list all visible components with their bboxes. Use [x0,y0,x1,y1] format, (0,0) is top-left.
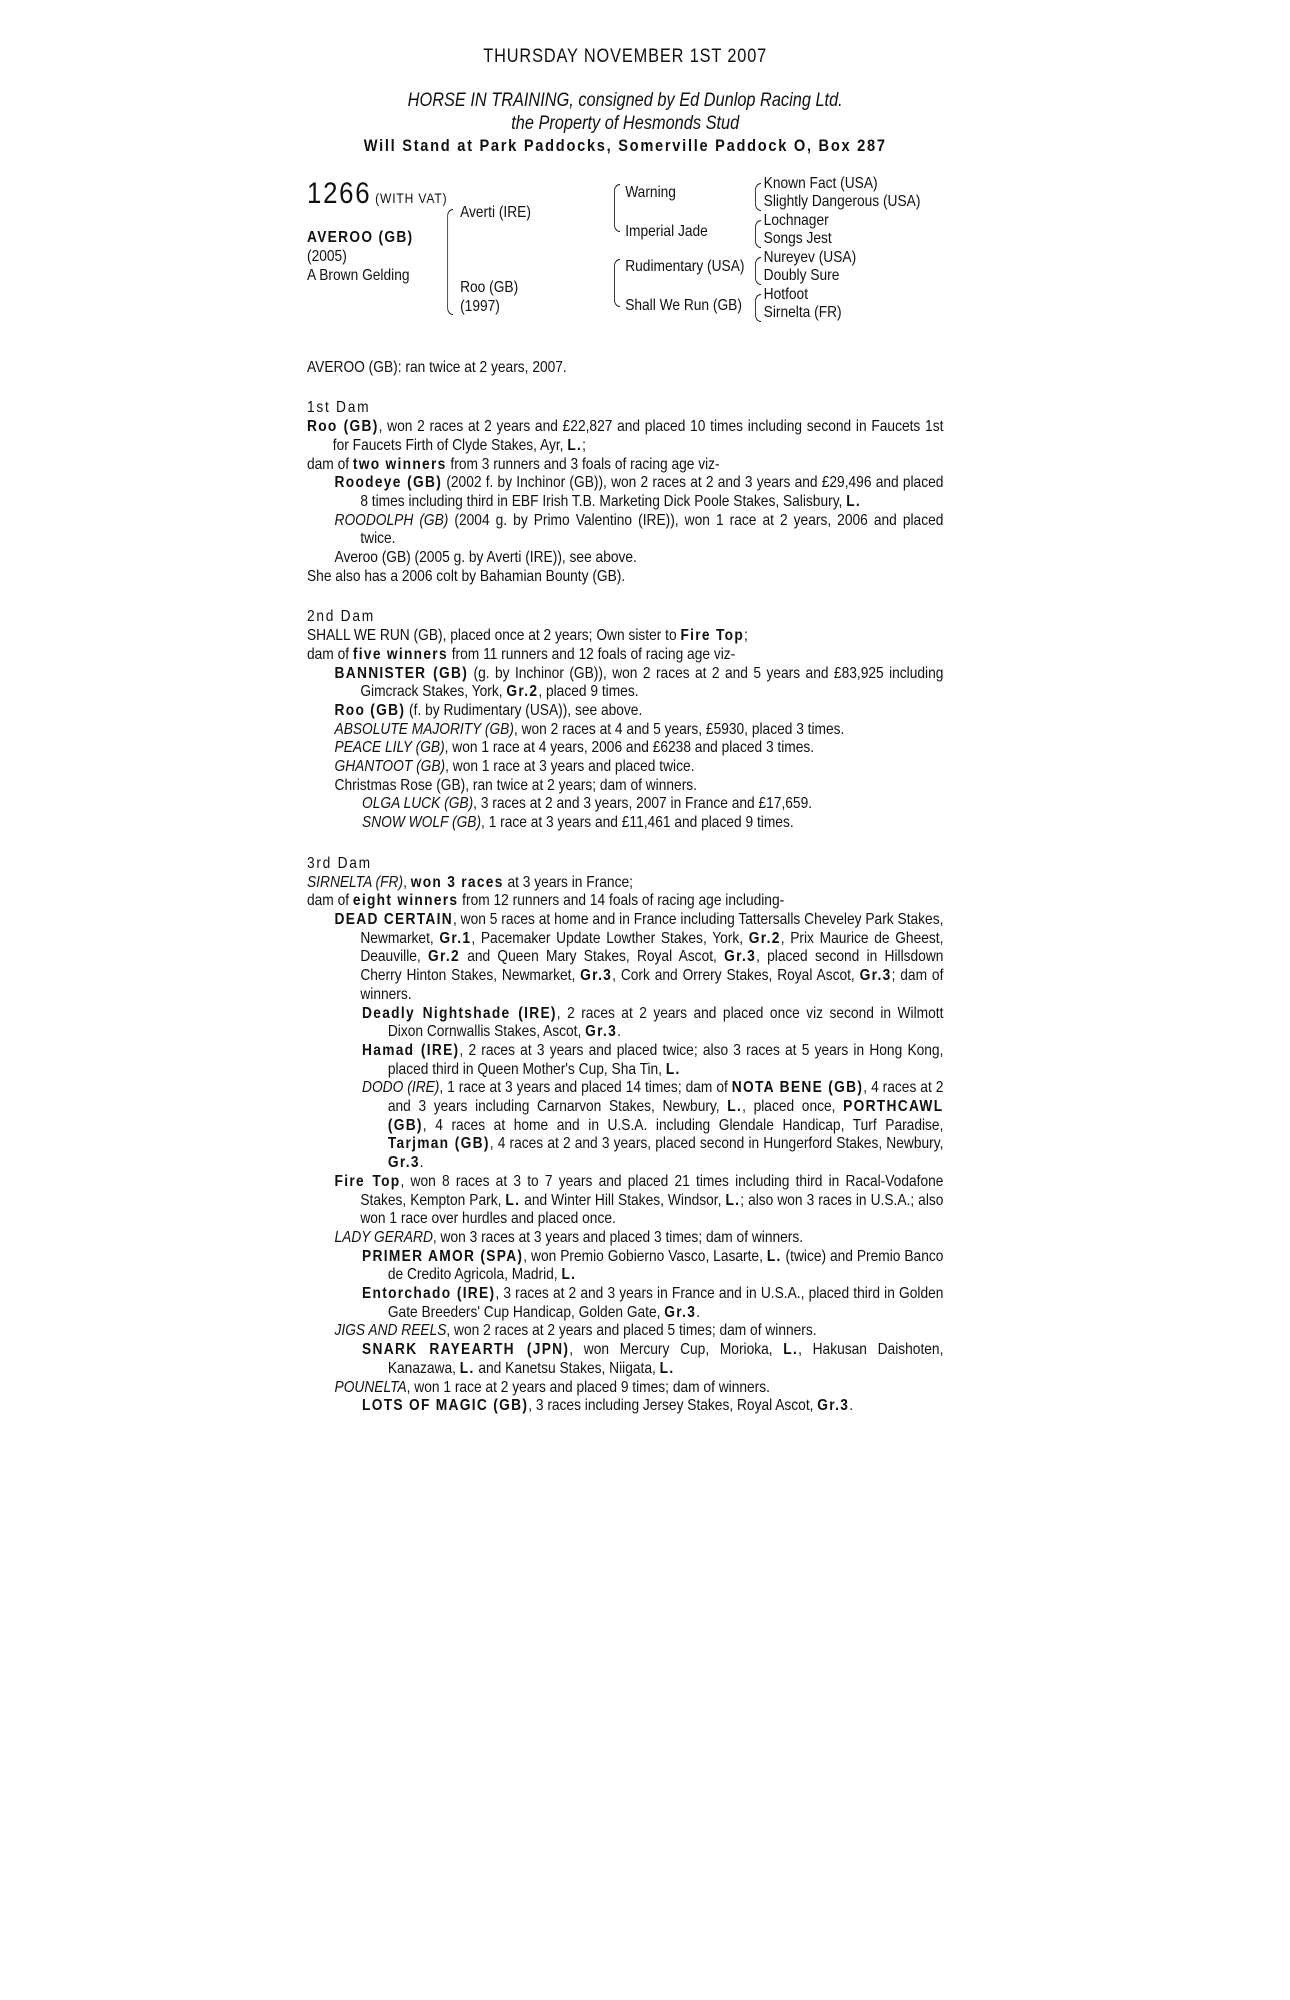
record-text: , won 1 race at 3 years and placed twice. [445,758,695,776]
horse-name: PEACE LILY (GB) [334,739,445,757]
brace-dd [755,294,761,322]
record-text: , won Mercury Cup, Morioka, [569,1341,784,1359]
horse-name: LADY GERARD [334,1228,433,1246]
horse-name: PRIMER AMOR (SPA) [362,1247,524,1265]
record-text: from 11 runners and 12 foals of racing age viz- [447,645,736,663]
horse-name: BANNISTER (GB) [334,664,469,682]
brace-sire [614,184,620,232]
record-text: , placed 9 times. [538,683,639,701]
produce-entry [307,1229,943,1248]
listed-mark: L. [783,1341,799,1359]
record-text: ; [744,627,748,645]
horse-name: DEAD CERTAIN [334,910,453,928]
sire-dam: Imperial Jade [625,222,708,240]
vat-label: (WITH VAT) [375,189,448,206]
record-text: , won 3 races at 3 years and placed 3 times; dam of winners. [432,1228,804,1246]
dam-sire: Rudimentary (USA) [625,257,745,275]
record-text: (g. by Inchinor (GB)), won 2 races at 2 and 5 years and £83,925 including Gimcrack Stakes, York, [360,664,944,701]
horse-name: OLGA LUCK (GB) [362,795,474,813]
record-text: , 3 races at 2 and 3 years in France and in U.S.A., placed third in Golden Gate Breeders' Cup Handicap, Golden Gate, [387,1285,944,1321]
group-mark: Gr.3 [387,1154,420,1172]
horse-name: Fire Top [680,627,745,645]
record-text: , Cork and Orrery Stakes, Royal Ascot, [612,967,860,985]
group-mark: Gr.2 [748,929,781,947]
horse-name: DODO (IRE) [362,1079,440,1097]
horse-name: Entorchado (IRE) [362,1285,496,1303]
first-dam-record [307,418,943,455]
third-dam-record [307,874,943,893]
record-text: , 4 races at 2 and 3 years including Carnarvon Stakes, Newbury, [387,1079,944,1116]
dam-sire-dam: Doubly Sure [763,266,840,284]
record-text: , 4 races at home and in U.S.A. including Glendale Handicap, Turf Paradise, [422,1116,944,1134]
produce-entry [307,1341,943,1378]
horse-name: JIGS AND REELS [334,1322,447,1340]
group-mark: Gr.3 [859,967,892,985]
record-text: at 3 years in France; [503,873,633,891]
record-text: and Queen Mary Stakes, Royal Ascot, [459,948,725,966]
brace-ss [755,183,761,211]
produce-entry [307,1079,943,1173]
record-text: and Winter Hill Stakes, Windsor, [520,1191,726,1209]
listed-mark: L. [665,1060,681,1078]
stand-location: Will Stand at Park Paddocks, Somerville Paddock O, Box 287 [363,135,887,155]
record-text: , won 1 race at 4 years, 2006 and £6238 and placed 3 times. [444,739,815,757]
group-mark: Gr.2 [506,683,539,701]
record-text: , won 2 races at 4 and 5 years, £5930, placed 3 times. [513,720,845,738]
winners-count: five winners [352,645,448,663]
produce-entry [307,1042,943,1079]
record-text: dam of [307,455,353,473]
record-text: . [696,1303,701,1321]
group-mark: Gr.3 [664,1303,697,1321]
produce-entry [307,474,943,511]
race-summary: AVEROO (GB): ran twice at 2 years, 2007. [307,358,567,376]
record-text: (twice) and Premio Banco de Credito Agricola, Madrid, [387,1247,944,1284]
produce-entry [307,1285,943,1322]
record-text: , won Premio Gobierno Vasco, Lasarte, [523,1247,767,1265]
horse-name: Tarjman (GB) [387,1135,490,1153]
produce-entry [307,911,943,1005]
horse-name: ABSOLUTE MAJORITY (GB) [334,720,514,738]
produce-entry [307,1379,943,1398]
record-text: and Kanetsu Stakes, Niigata, [474,1359,660,1377]
produce-entry [307,1248,943,1285]
property-line: the Property of Hesmonds Stud [511,112,740,134]
record-text: dam of [307,892,353,910]
brace-dam [614,259,620,307]
pedigree-block [307,174,943,339]
produce-entry [307,739,943,758]
record-text: . [419,1154,424,1172]
record-text: from 12 runners and 14 foals of racing age including- [458,892,785,910]
horse-name: PORTHCAWL (GB) [387,1098,944,1134]
produce-entry [307,1322,943,1341]
third-dam-heading: 3rd Dam [307,854,372,872]
record-text: ; dam of winners. [360,967,944,1003]
record-text: from 3 runners and 3 foals of racing age viz- [446,455,720,473]
sire-sire-dam: Slightly Dangerous (USA) [763,192,921,210]
dam-dam-dam: Sirnelta (FR) [763,303,842,321]
horse-name: GHANTOOT (GB) [334,758,446,776]
record-text: , placed once, [742,1098,844,1116]
dam-sire-sire: Nureyev (USA) [763,248,857,266]
produce-note: She also has a 2006 colt by Bahamian Bounty (GB). [307,567,626,585]
sire-dam-dam: Songs Jest [763,229,832,247]
record-text: , 4 races at 2 and 3 years, placed second in Hungerford Stakes, Newbury, [489,1135,944,1153]
winners-count: two winners [352,455,447,473]
produce-entry: Christmas Rose (GB), ran twice at 2 years; dam of winners. [334,776,697,794]
record-text: (2002 f. by Inchinor (GB)), won 2 races at 2 and 3 years and £29,496 and placed 8 times including third in EBF Irish T.B. Marketing Dick Poole Stakes, Salisbury, [360,474,944,510]
record-text: dam of [307,645,353,663]
record-text: . [849,1397,854,1415]
produce-entry [307,1397,943,1416]
group-mark: Gr.3 [817,1397,850,1415]
sire: Averti (IRE) [460,203,531,221]
produce-entry [307,512,943,549]
horse-name: Roodeye (GB) [334,474,443,492]
lot-header [307,176,448,210]
listed-mark: L. [459,1359,475,1377]
horse-name: Fire Top [334,1172,401,1190]
horse-name: Roo (GB) [334,701,406,719]
record-text: , 1 race at 3 years and £11,461 and placed 9 times. [481,814,794,832]
horse-year: (2005) [307,247,347,265]
horse-name: AVEROO (GB) [307,228,414,246]
listed-mark: L. [659,1359,675,1377]
sire-dam-sire: Lochnager [763,211,829,229]
listed-mark: L. [567,436,583,454]
horse-name: ROODOLPH (GB) [334,511,449,529]
horse-name: SNOW WOLF (GB) [362,814,482,832]
record-text: , [403,873,411,891]
produce-entry [307,721,943,740]
record-text: , won 2 races at 2 years and £22,827 and placed 10 times including second in Faucets 1st for Faucets Firth of Clyde Stakes, Ayr, [332,418,944,454]
record-text: , Prix Maurice de Gheest, Deauville, [360,929,944,966]
record-text: won 3 races [410,873,504,891]
record-text: , won 1 race at 2 years and placed 9 times; dam of winners. [406,1378,770,1396]
group-mark: Gr.3 [724,948,757,966]
third-dam-produce [307,892,943,911]
listed-mark: L. [725,1191,741,1209]
produce-entry [307,702,943,721]
dam-name: Roo (GB) [307,418,379,436]
group-mark: Gr.3 [580,967,613,985]
horse-name: Hamad (IRE) [362,1041,460,1059]
sire-sire-sire: Known Fact (USA) [763,174,878,192]
brace-parents [447,209,453,315]
brace-ds [755,257,761,285]
first-dam-produce [307,456,943,475]
dam-name: SIRNELTA (FR) [307,873,404,891]
dam-dam: Shall We Run (GB) [625,296,742,314]
horse-name: NOTA BENE (GB) [731,1079,864,1097]
listed-mark: L. [561,1266,577,1284]
record-text: , 1 race at 3 years and placed 14 times; dam of [439,1079,732,1097]
second-dam-record [307,627,943,646]
sire-sire: Warning [625,183,676,201]
first-dam-heading: 1st Dam [307,399,371,417]
horse-name: SNARK RAYEARTH (JPN) [362,1341,570,1359]
dam-dam-sire: Hotfoot [763,285,809,303]
record-text: , Hakusan Daishoten, Kanazawa, [387,1341,944,1377]
consignment-line: HORSE IN TRAINING, consigned by Ed Dunlop Racing Ltd. [407,89,843,111]
group-mark: Gr.2 [428,948,460,966]
record-text: , 2 races at 3 years and placed twice; also 3 races at 5 years in Hong Kong, placed third in Queen Mother's Cup, Sha Tin, [387,1041,944,1078]
catalogue-page [307,48,943,1416]
produce-entry [307,814,943,833]
record-text: , 2 races at 2 years and placed once viz second in Wilmott Dixon Cornwallis Stakes, Ascot, [387,1004,944,1041]
record-text: ; also won 3 races in U.S.A.; also won 1 race over hurdles and placed once. [360,1191,944,1228]
produce-entry [307,758,943,777]
brace-sd [755,220,761,248]
winners-count: eight winners [352,892,459,910]
record-text: , won 8 races at 3 to 7 years and placed 21 times including third in Racal-Vodafone Stakes, Kempton Park, [360,1172,944,1209]
lot-number: 1266 [307,176,372,210]
record-text: SHALL WE RUN (GB), placed once at 2 years; Own sister to [307,627,681,645]
produce-entry [307,1005,943,1042]
produce-entry [307,1173,943,1229]
record-text: , won 2 races at 2 years and placed 5 times; dam of winners. [446,1322,817,1340]
second-dam-heading: 2nd Dam [307,608,375,626]
record-text: , Pacemaker Update Lowther Stakes, York, [471,929,749,947]
horse-name: LOTS OF MAGIC (GB) [362,1397,529,1415]
record-text: (2004 g. by Primo Valentino (IRE)), won 1 race at 2 years, 2006 and placed twice. [360,511,944,548]
listed-mark: L. [505,1191,521,1209]
record-text: , won 5 races at home and in France including Tattersalls Cheveley Park Stakes, Newmarket, [360,910,944,947]
record-text: . [617,1023,621,1041]
horse-name: POUNELTA [334,1378,407,1396]
record-text: , placed second in Hillsdown Cherry Hinton Stakes, Newmarket, [360,948,944,985]
dam-year: (1997) [460,297,500,315]
group-mark: Gr.1 [439,929,472,947]
listed-mark: L. [846,492,862,510]
listed-mark: L. [766,1247,782,1265]
second-dam-produce [307,646,943,665]
group-mark: Gr.3 [585,1023,618,1041]
produce-entry [307,665,943,702]
produce-entry [307,795,943,814]
record-text: (f. by Rudimentary (USA)), see above. [405,701,643,719]
produce-entry: Averoo (GB) (2005 g. by Averti (IRE)), see above. [334,549,637,567]
dam: Roo (GB) [460,278,519,296]
sale-date: THURSDAY NOVEMBER 1ST 2007 [483,46,768,67]
record-text: , 3 races at 2 and 3 years, 2007 in France and £17,659. [473,795,813,813]
listed-mark: L. [727,1098,743,1116]
horse-description: A Brown Gelding [307,266,410,284]
record-text: , 3 races including Jersey Stakes, Royal Ascot, [528,1397,818,1415]
record-text: ; [582,436,586,454]
horse-name: Deadly Nightshade (IRE) [362,1004,557,1022]
